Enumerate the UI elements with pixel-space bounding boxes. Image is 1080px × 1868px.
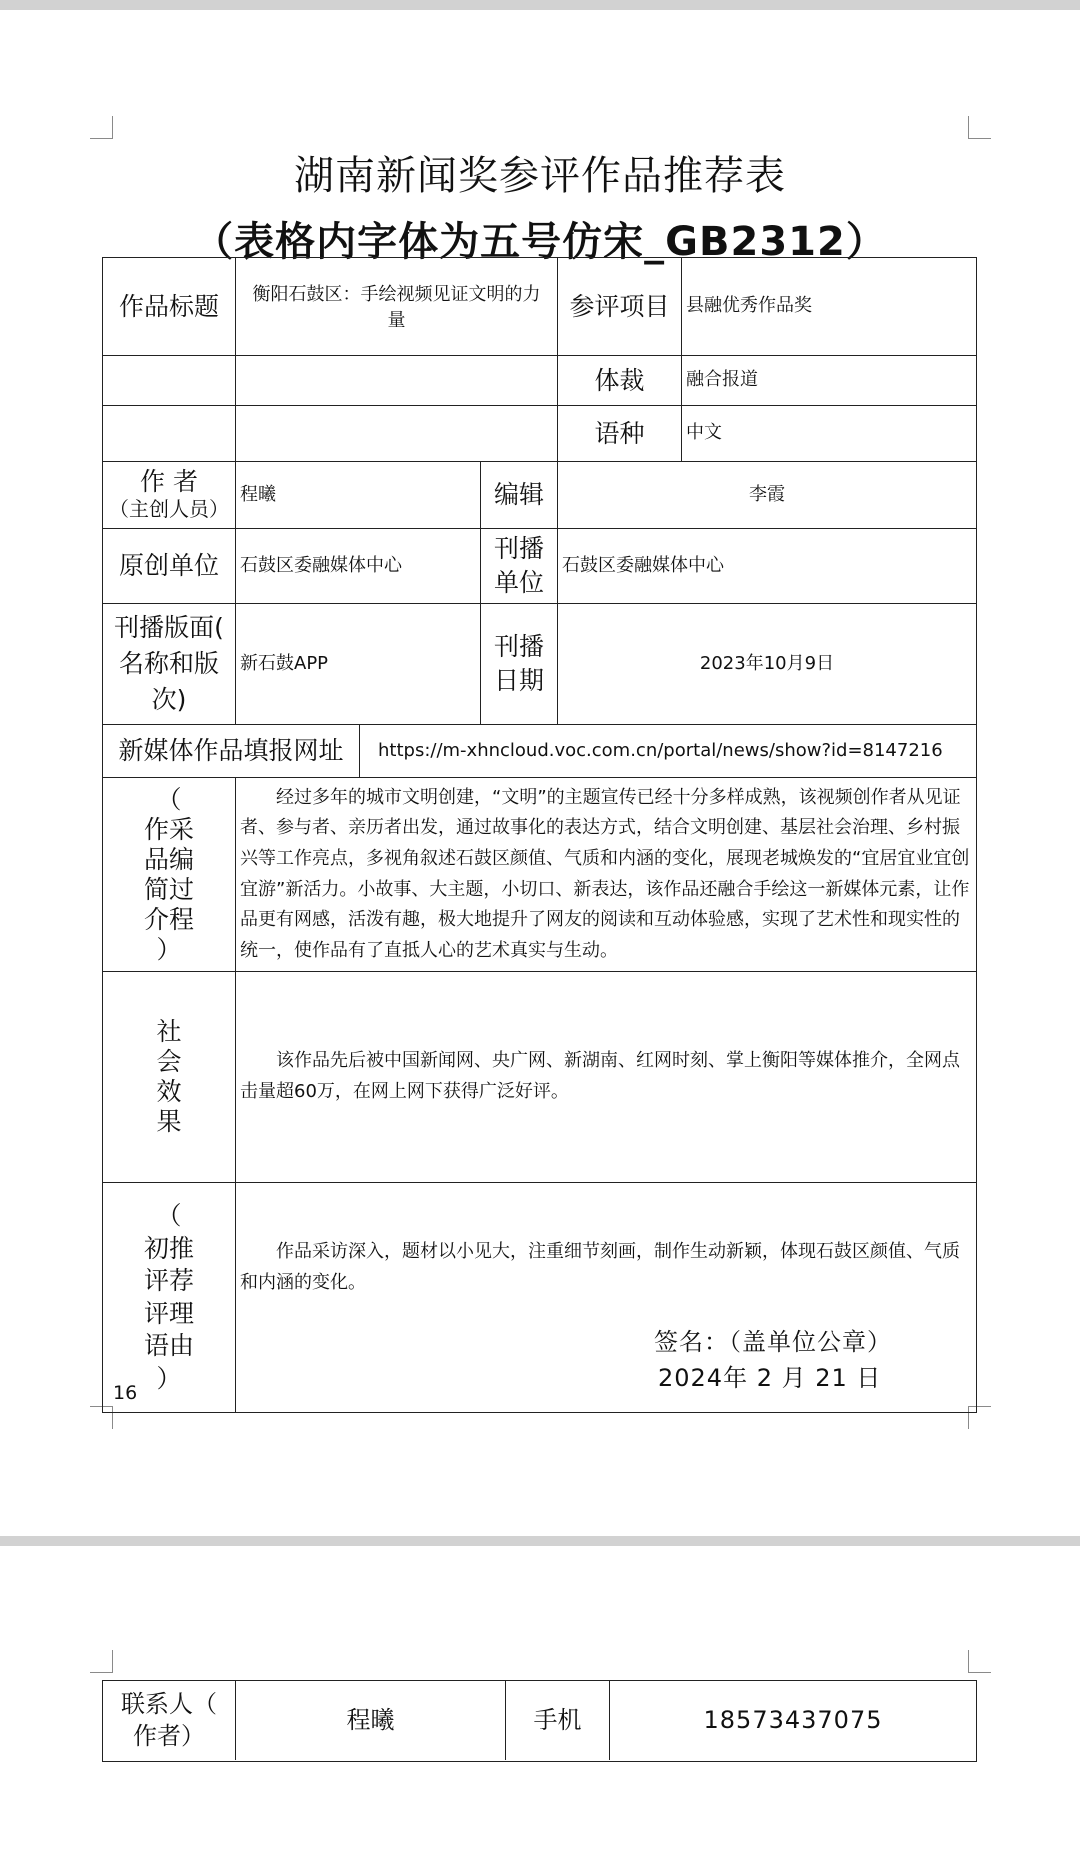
layout-label-line1: 刊播版面( xyxy=(114,612,224,642)
contact-label-line1: 联系人（ xyxy=(121,1690,217,1719)
contact-label-line2: 作者） xyxy=(133,1721,205,1750)
date-label-line2: 日期 xyxy=(493,666,544,695)
process-label-part: 作采 xyxy=(143,814,194,844)
process-text: 经过多年的城市文明创建，“文明”的主题宣传已经十分多样成熟，该视频创作者从见证者、参与者、亲历者出发，通过故事化的表达方式，结合文明创建、基层社会治理、乡村振兴等工作亮点，多视角叙述石鼓区颜值、气质和内涵的变化，展现老城焕发的“宜居宜业宜创宜游”新活力。小故事、大主题，小切口、新表达，该作品还融合手绘这一新媒体元素，让作品更有网感，活泼有趣，极大地提升了网友的阅读和互动体验感，实现了艺术性和现实性的统一，使作品有了直抵人心的艺术真实与生动。 xyxy=(236,778,976,972)
process-label-part: 介程 xyxy=(143,904,194,934)
layout-label-line3: 次) xyxy=(151,685,187,715)
effect-label-part: 果 xyxy=(156,1107,182,1136)
reason-text: 作品采访深入，题材以小见大，注重细节刻画，制作生动新颖，体现石鼓区颜值、气质和内涵的变化。 xyxy=(240,1241,960,1293)
date-label-line1: 刊播 xyxy=(493,632,544,662)
language-label: 语种 xyxy=(558,406,682,462)
publisher-label xyxy=(481,529,558,604)
genre-label: 体裁 xyxy=(558,356,682,406)
contact-table xyxy=(102,1680,977,1762)
date-label xyxy=(481,604,558,725)
layout-label xyxy=(103,604,236,725)
empty-cell-3 xyxy=(103,406,236,462)
document-title: 湖南新闻奖参评作品推荐表 xyxy=(294,153,786,199)
process-label-part: （ xyxy=(156,784,182,814)
url-value[interactable]: https://m-xhncloud.voc.com.cn/portal/news/show?id=8147216 xyxy=(360,725,976,778)
page-number: 16 xyxy=(113,1382,138,1404)
process-label xyxy=(103,778,236,972)
crop-mark-top-right xyxy=(968,116,991,139)
origin-value: 石鼓区委融媒体中心 xyxy=(236,529,481,604)
reason-label-part: 语由 xyxy=(143,1331,194,1360)
item-label: 参评项目 xyxy=(558,258,682,356)
layout-label-line2: 名称和版 xyxy=(118,648,219,678)
author-label xyxy=(103,462,236,529)
signature-date: 2024年 2 月 21 日 xyxy=(658,1364,882,1392)
crop-mark-page2-right xyxy=(968,1650,991,1673)
title-label: 作品标题 xyxy=(103,258,236,356)
recommendation-form xyxy=(102,257,977,1413)
reason-label-part: （ xyxy=(156,1201,182,1230)
reason-label xyxy=(103,1183,236,1412)
effect-text: 该作品先后被中国新闻网、央广网、新湖南、红网时刻、掌上衡阳等媒体推介，全网点击量超60万，在网上网下获得广泛好评。 xyxy=(236,972,976,1183)
phone-label: 手机 xyxy=(506,1681,610,1760)
url-label: 新媒体作品填报网址 xyxy=(103,725,360,778)
contact-label xyxy=(103,1681,236,1760)
language-value: 中文 xyxy=(682,406,976,462)
effect-label-part: 会 xyxy=(156,1047,182,1076)
author-label-main: 作 者 xyxy=(140,467,198,497)
editor-label: 编辑 xyxy=(481,462,558,529)
crop-mark-page2-left xyxy=(90,1650,113,1673)
title-value: 衡阳石鼓区：手绘视频见证文明的力量 xyxy=(236,258,558,356)
empty-cell-4 xyxy=(236,406,558,462)
empty-cell-1 xyxy=(103,356,236,406)
crop-mark-top-left xyxy=(90,116,113,139)
reason-label-part: 初推 xyxy=(143,1233,194,1263)
effect-label-part: 效 xyxy=(156,1077,182,1106)
page-separator-top xyxy=(0,0,1080,10)
layout-value: 新石鼓APP xyxy=(236,604,481,725)
reason-label-part: 评荐 xyxy=(143,1266,194,1295)
author-value: 程曦 xyxy=(236,462,481,529)
genre-value: 融合报道 xyxy=(682,356,976,406)
contact-value: 程曦 xyxy=(236,1681,506,1760)
editor-value: 李霞 xyxy=(558,462,976,529)
origin-label: 原创单位 xyxy=(103,529,236,604)
publisher-value: 石鼓区委融媒体中心 xyxy=(558,529,976,604)
author-label-sub: （主创人员） xyxy=(109,496,229,521)
date-value: 2023年10月9日 xyxy=(558,604,976,725)
phone-value: 18573437075 xyxy=(703,1706,883,1735)
reason-label-part: ） xyxy=(156,1363,182,1393)
signature-line: 签名：（盖单位公章） xyxy=(654,1328,892,1356)
publisher-label-line2: 单位 xyxy=(493,568,544,597)
effect-label xyxy=(103,972,236,1183)
reason-label-part: 评理 xyxy=(143,1298,194,1328)
process-label-part: 品编 xyxy=(143,844,194,874)
item-value: 县融优秀作品奖 xyxy=(682,258,976,356)
process-label-part: 简过 xyxy=(143,874,194,904)
publisher-label-line1: 刊播 xyxy=(493,534,544,564)
page-separator-middle xyxy=(0,1536,1080,1546)
empty-cell-2 xyxy=(236,356,558,406)
process-label-part: ） xyxy=(156,934,182,964)
effect-label-part: 社 xyxy=(156,1017,182,1046)
document-subtitle: （表格内字体为五号仿宋_GB2312） xyxy=(193,219,887,265)
